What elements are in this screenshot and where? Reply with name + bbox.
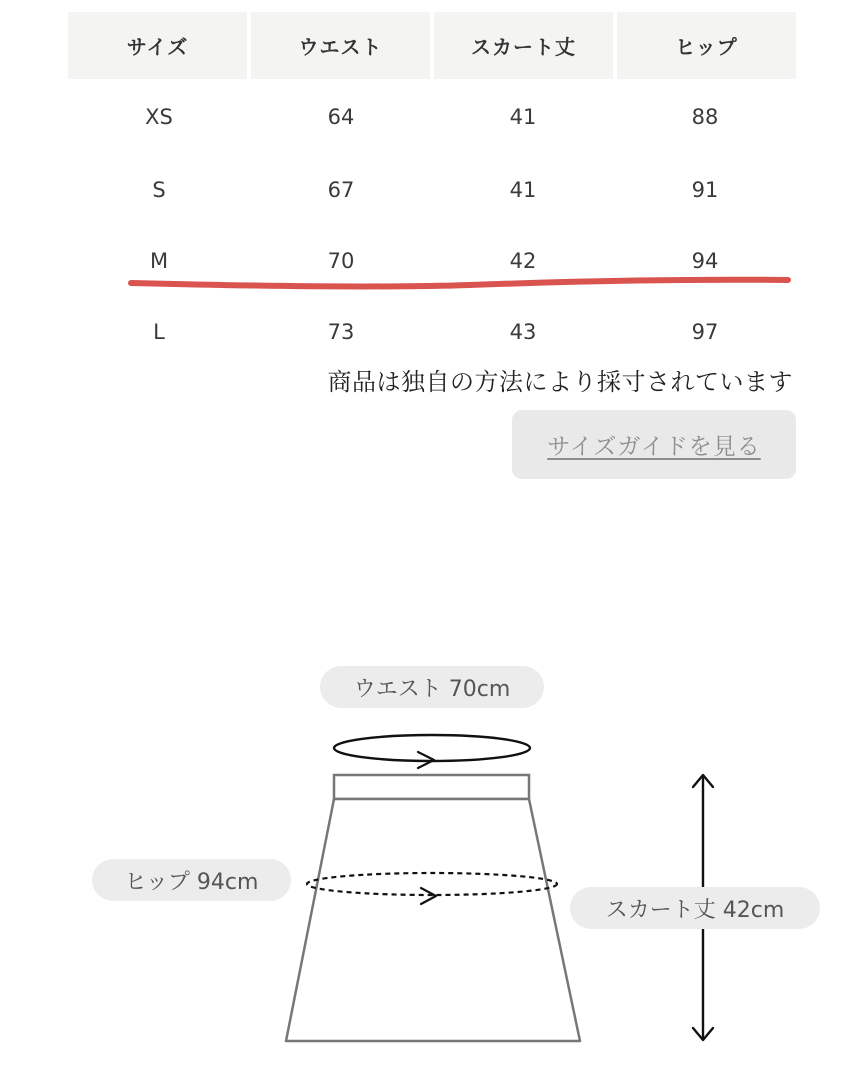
- cell-size: XS: [145, 104, 173, 129]
- cell-size: M: [149, 248, 169, 273]
- cell-hip: 94: [691, 248, 719, 273]
- measurement-note: 商品は独自の方法により採寸されています: [327, 368, 793, 396]
- waist-measure-icon: [334, 735, 530, 768]
- cell-waist: 64: [327, 104, 355, 129]
- header-skirt-length: スカート丈: [434, 12, 613, 79]
- skirt-body: [286, 799, 580, 1041]
- cell-hip: 88: [691, 104, 719, 129]
- hip-label: ヒップ 94cm: [92, 859, 291, 901]
- header-waist: ウエスト: [251, 12, 430, 79]
- skirt-length-label: スカート丈 42cm: [570, 887, 820, 929]
- cell-hip: 97: [691, 319, 719, 344]
- cell-waist: 67: [327, 177, 355, 202]
- cell-skirt-length: 41: [509, 104, 537, 129]
- header-hip: ヒップ: [617, 12, 796, 79]
- size-guide-link[interactable]: サイズガイドを見る: [547, 434, 761, 460]
- cell-hip: 91: [691, 177, 719, 202]
- cell-waist: 73: [327, 319, 355, 344]
- cell-waist: 70: [327, 248, 355, 273]
- cell-skirt-length: 41: [509, 177, 537, 202]
- cell-skirt-length: 42: [509, 248, 537, 273]
- cell-size: L: [153, 319, 165, 344]
- cell-size: S: [152, 177, 166, 202]
- skirt-waistband: [334, 775, 529, 799]
- cell-skirt-length: 43: [509, 319, 537, 344]
- waist-label: ウエスト 70cm: [320, 666, 544, 708]
- header-size: サイズ: [68, 12, 247, 79]
